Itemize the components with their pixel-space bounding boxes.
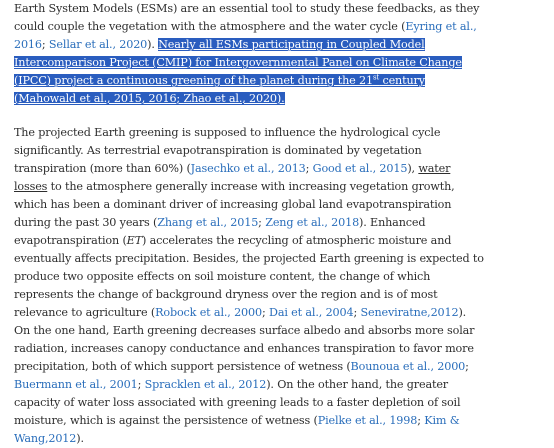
paragraph-text: ;	[353, 306, 361, 319]
selected-text-segment: century (	[14, 74, 425, 105]
citation-link[interactable]: Seneviratne,2012	[360, 306, 459, 319]
paragraph-text: ;	[41, 38, 49, 51]
citation-link[interactable]: Zeng et al., 2018	[265, 216, 360, 229]
citation-link[interactable]: Jasechko et al., 2013	[190, 162, 306, 175]
abbreviation-et: ET	[126, 234, 143, 247]
paragraph-text: Earth System Models (ESMs) are an essential tool to study these feedbacks, as they could couple the vegetation with the atmosphere and the water cycle (	[14, 2, 480, 33]
citation-link[interactable]: Zhang et al., 2015	[157, 216, 259, 229]
citation-link[interactable]: Spracklen et al., 2012	[144, 378, 267, 391]
citation-link[interactable]: Buermann et al., 2001	[14, 378, 138, 391]
paragraph-text: ). Enhanced evapotranspiration (	[14, 216, 426, 247]
paragraph-text: ). On the one hand, Earth greening decreases surface albedo and absorbs more solar radiation, increases canopy conductance and enhances transpiration to favor more precipitation, both of which support persistence of wetness (	[14, 306, 475, 373]
paragraph-1	[14, 0, 484, 108]
citation-link[interactable]: Mahowald et al., 2015, 2016	[18, 92, 177, 105]
paragraph-text: The projected Earth greening is supposed to influence the hydrological cycle significantly. As terrestrial evapotranspiration is dominated by vegetation transpiration (more than 60%) (	[14, 126, 441, 175]
superscript: st	[372, 73, 380, 82]
citation-link[interactable]: Pielke et al., 1998	[317, 414, 418, 427]
paragraph-text: ;	[137, 378, 145, 391]
citation-link[interactable]: Robock et al., 2000	[155, 306, 262, 319]
paragraph-text: ;	[261, 306, 269, 319]
paragraph-text: ). On the other hand, the greater capacity of water loss associated with greening leads to a faster depletion of soil moisture, which is against the persistence of wetness (	[14, 378, 461, 427]
paragraph-text: ;	[417, 414, 425, 427]
citation-link[interactable]: Eyring et al., 2016	[14, 20, 477, 51]
selected-text-segment: ).	[276, 92, 285, 105]
citation-link[interactable]: Good et al., 2015	[312, 162, 408, 175]
paragraph-2	[14, 124, 484, 448]
citation-link[interactable]: Bounoua et al., 2000	[350, 360, 466, 373]
paragraph-text: ).	[76, 432, 84, 445]
underlined-term[interactable]: water losses	[14, 162, 451, 193]
citation-link[interactable]: Zhao et al., 2020	[183, 92, 277, 105]
paragraph-text: ),	[407, 162, 419, 175]
paragraph-text: to the atmosphere generally increase with increasing vegetation growth, which has been a dominant driver of increasing global land evapotranspiration during the past 30 years (	[14, 180, 455, 229]
paragraph-text: ;	[258, 216, 266, 229]
paragraph-text: ;	[465, 360, 469, 373]
citation-link[interactable]: Sellar et al., 2020	[48, 38, 148, 51]
selected-text-segment: Nearly all ESMs participating in Coupled Model Intercomparison Project (CMIP) for Intergovernmental Panel on Climate Change (IPCC) project a continuous greening of the planet during the 21	[14, 38, 462, 87]
article-body	[14, 0, 484, 448]
paragraph-text: ).	[147, 38, 159, 51]
selected-text-segment: ;	[176, 92, 184, 105]
citation-link[interactable]: Kim & Wang,2012	[14, 414, 460, 445]
paragraph-text: ;	[305, 162, 313, 175]
citation-link[interactable]: Dai et al., 2004	[269, 306, 354, 319]
paragraph-text: ) accelerates the recycling of atmospheric moisture and eventually affects precipitation. Besides, the projected Earth greening is expected to produce two opposite effects on soil moisture content, the change of which represents the change of background dryness over the region and is of most relevance to agriculture (	[14, 234, 484, 319]
